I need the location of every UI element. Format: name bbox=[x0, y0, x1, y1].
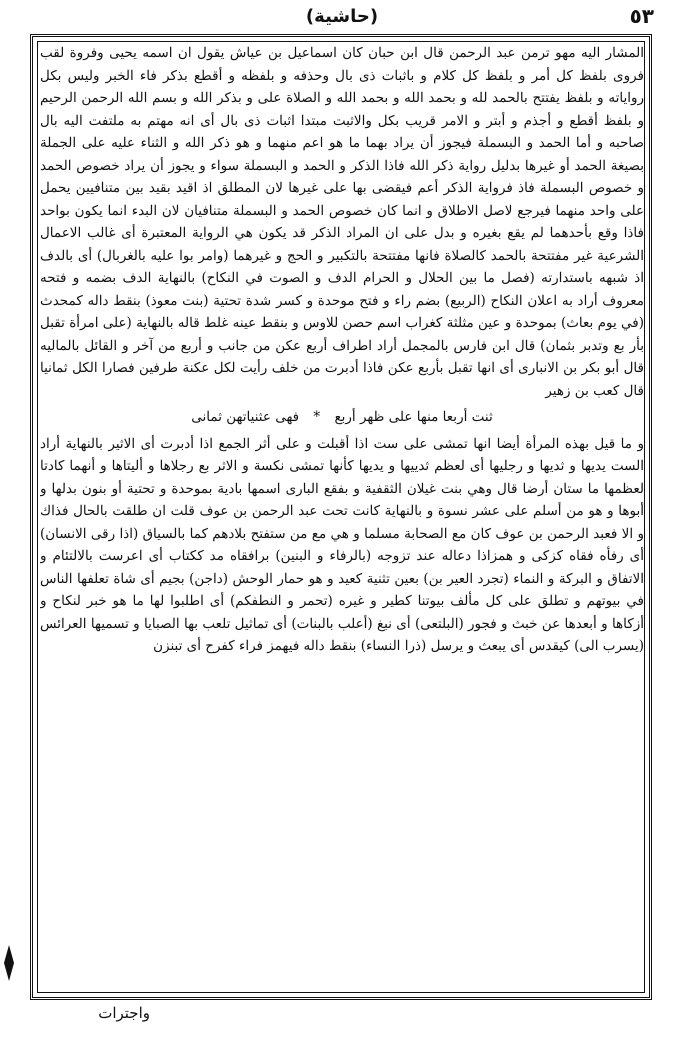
catchword: واجترات bbox=[98, 1004, 150, 1022]
verse-second-hemistich: فهى عثنياتهن ثمانى bbox=[191, 409, 300, 425]
paragraph: و ما قيل بهذه المرأة أيضا انها تمشى على ست اذا أقبلت و على أثر الجمع اذا أدبرت أى الاثير بالنهاية أراد الست يديها و ثديها و رجليها أى لعظم ثدييها و يديها كأنها تمشى نكسة و الاثر بع رجلاها و أليتاها و أنهما كادتا لعظمها ما ستان أرضا قال وهي بنت غيلان الثقفية و بفقع البارى اسمها بادية بموحدة و تحتية أو بنون بدلها و أبوها و هو من أسلم على عشر نسوة و بالنهاية كانت تحت عبد الرحمن بن عوف قلت ان طلقت بالحال فذاك و الا فعبد الرحمن بن عوف كان مع الصحابة مسلما و هي مع من ستفتح بلادهم كما بالسياق (اذا رقى الانسان) أى رفأه فقاه كزكى و همزاذا دعاله عند تزوجه (بالرفاء و البنين) برافقاه مد ككتاب أى اعرست بالالتئام و الاتفاق و البركة و النماء (تجرد العير بن) بعين تثنية كعيد و هو حمار الوحش (داجن) بجيم أى شاة تعلفها الناس في بيوتهم و تطلق على كل مألف بيوتنا كطير و غيره (تحمر و النطفكم) أى اطلبوا لها ما هو خبر لنكاح و أزكاها و أبعدها عن خبث و فجور (البلتعى) أى نبغ (أعلب بالبنات) أى تماثيل تلعب بها الصبايا و تسميها العرائس (يسرب الى) كيقدس أى يبعث و يرسل (ذرا النساء) بنقط داله فيهمز فراء كفرح أى تبنزن bbox=[40, 435, 644, 654]
running-title: (حاشية) bbox=[305, 6, 379, 27]
verse-separator: * bbox=[313, 409, 321, 425]
main-text bbox=[40, 42, 644, 992]
poem-verse bbox=[40, 406, 644, 429]
page-header bbox=[0, 4, 684, 34]
paragraph: المشار اليه مهو ترمن عبد الرحمن قال ابن حبان كان اسماعيل بن عياش يقول ان اسمه يحيى وفروة لقب فروى بلفظ كل أمر و بلفظ كل كلام و باثبات ذى بال وحذفه و بلفظه و أقطع بذكر فاء الخبر وليس بكل رواياته و بلفظ يفتتح بالحمد لله و بحمد الله و بحمد الله و الصلاة على و بذكر الله و بسم الله الرحمن الرحيم و بلفظ أقطع و أجذم و أبتر و الامر قريب بكل والاثبت مبتدا اثبات ذى بال أى انه مهتم به ملتفت اليه بال صاحبه و أما الحمد و البسملة فيجوز أن يراد بهما ما هو اعم منهما و هو ذكر الله و الثناء عليه على الجملة بصيغة الحمد أو غيرها بدليل رواية ذكر الله فاذا الذكر و الحمد و البسملة سواء و يجوز أن يراد خصوص الحمد و خصوص البسملة فاذ فرواية الذكر أعم فيقضى بها على غيرها لان المطلق اذ اقيد بقيد بين متنافيين يحمل على واحد منهما فيرجع لاصل الاطلاق و انما كان خصوص الحمد و البسملة متنافيان لان البدء انما يكون بواحد فاذا وقع بأحدهما لم يقع بغيره و بدل على ان المراد الذكر قد يكون هي الرواية المعتبرة أى غالب الاعمال الشرعية غير مفتتحة بالحمد كالصلاة فانها مفتتحة بالتكبير و الحج و غيرهما (وامر بوا عليه بالغربال) أى بالدف اذ شبهه باستدارته (فصل ما بين الحلال و الحرام الدف و الصوت في النكاح) بالنهاية الدف بضمه و فتحه معروف أراد به اعلان النكاح (الربيع) بضم راء و فتح موحدة و كسر شدة تحتية (بنت معوذ) بنقط داله كمحدث (في يوم بعاث) بموحدة و عين مثلثة كغراب اسم حصن للاوس و بنقط عينه غلط قاله بالنهاية (على امرأة تقبل بأر بع وتدبر بثمان) قال ابن فارس بالمجمل أراد اطراف أربع عكن من جانب و أربع من آخر و القائل بالماليه قال أبو بكر بن الانبارى أى انها تقبل بأربع عكن فاذا أدبرت من خلف رأيت لكل عكنة طرفين فصارا الكل ثمانيا قال كعب بن زهير bbox=[40, 45, 644, 399]
margin-mark-icon bbox=[2, 945, 16, 981]
page-number: ٥٣ bbox=[629, 4, 654, 28]
verse-first-hemistich: ثنت أربعا منها على ظهر أربع bbox=[334, 409, 493, 425]
